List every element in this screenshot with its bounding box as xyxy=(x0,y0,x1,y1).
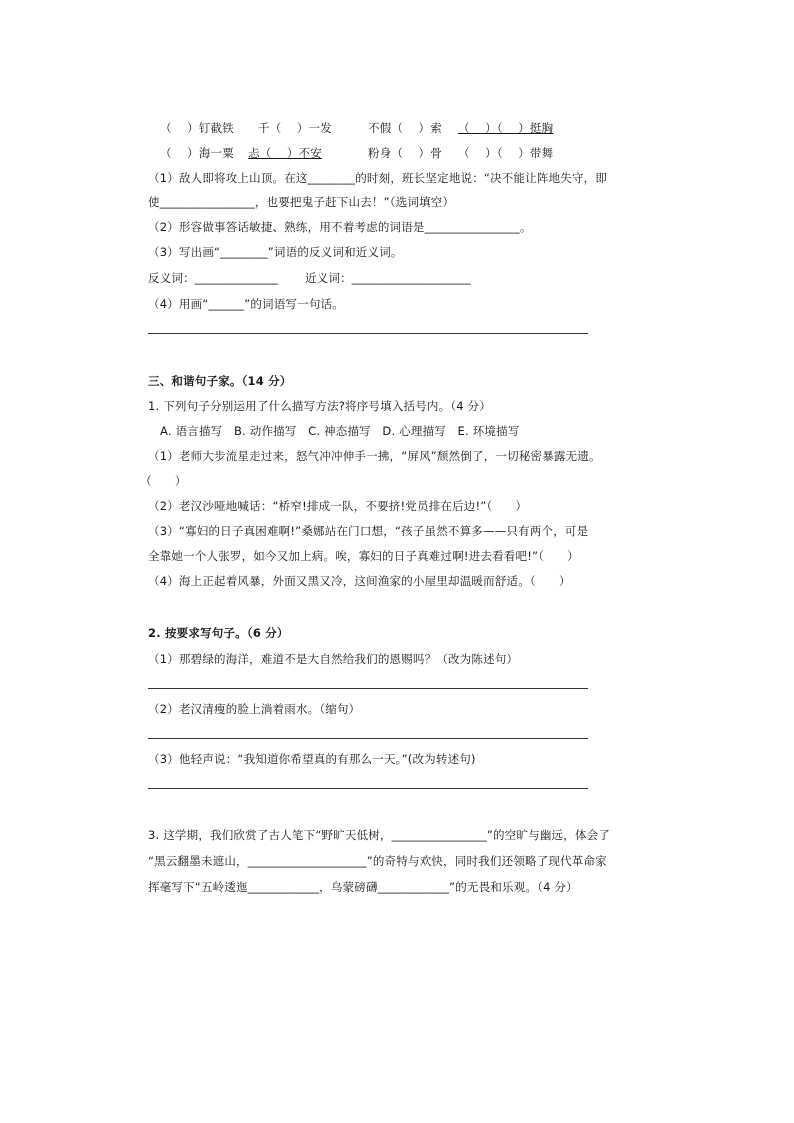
antonym-label: 反义词：______________ xyxy=(148,271,279,285)
description-options: A. 语言描写 B. 动作描写 C. 神态描写 D. 心理描写 E. 环境描写 xyxy=(160,424,520,438)
idiom-1b: 千（ ）一发 xyxy=(258,121,332,135)
answer-line[interactable] xyxy=(148,788,588,789)
question-4: （4）用画“______”的词语写一句话。 xyxy=(148,297,344,311)
question-2: （2）形容做事答话敏捷、熟练，用不着考虑的词语是________________。 xyxy=(148,220,532,234)
idiom-2c: 粉身（ ）骨 xyxy=(368,146,442,160)
sentence-1-line2: （ ） xyxy=(140,474,187,488)
poem-fill-line2: “黑云翻墨未遮山，____________________”的奇特与欢快，同时我们还领略了现代革命家 xyxy=(148,854,607,868)
rewrite-2: （2）老汉清瘦的脸上淌着雨水。（缩句） xyxy=(148,702,361,716)
synonym-label: 近义词：____________________ xyxy=(305,271,471,285)
idiom-1a: （ ）钉截铁 xyxy=(160,121,234,135)
idiom-1d: （ ）（ ）挺胸 xyxy=(458,121,554,135)
sentence-3-line2: 全靠她一个人张罗，如今又加上病。唉，寡妇的日子真难过啊!进去看看吧!”（ ） xyxy=(148,549,579,563)
answer-line[interactable] xyxy=(148,333,588,334)
idiom-2a: （ ）海一粟 xyxy=(160,146,234,160)
rewrite-3: （3）他轻声说：“我知道你希望真的有那么一天。”(改为转述句) xyxy=(148,752,476,766)
part-2-title: 2. 按要求写句子。（6 分） xyxy=(148,626,289,640)
sentence-2: （2）老汉沙哑地喊话：“桥窄!排成一队，不要挤!党员排在后边!”（ ） xyxy=(148,499,528,513)
idiom-1c: 不假（ ）索 xyxy=(368,121,442,135)
sentence-3-line1: （3）“寡妇的日子真困难啊!”桑娜站在门口想，“孩子虽然不算多——只有两个，可是 xyxy=(148,524,589,538)
poem-fill-line1: 3. 这学期，我们欣赏了古人笔下“野旷天低树，________________”的空旷与幽远，体会了 xyxy=(148,828,611,842)
question-3: （3）写出画“________”词语的反义词和近义词。 xyxy=(148,245,403,259)
answer-line[interactable] xyxy=(148,738,588,739)
poem-fill-line3: 挥毫写下“五岭逶迤____________，乌蒙磅礴____________”的无畏和乐观。（4 分） xyxy=(148,880,578,894)
question-1-line1: （1）敌人即将攻上山顶。在这________的时刻，班长坚定地说：“决不能让阵地失守，即 xyxy=(148,171,608,185)
sentence-4: （4）海上正起着风暴，外面又黑又冷，这间渔家的小屋里却温暖而舒适。（ ） xyxy=(148,574,571,588)
idiom-2b: 忐（ ）不安 xyxy=(248,146,322,160)
part-1-title: 1. 下列句子分别运用了什么描写方法?将序号填入括号内。（4 分） xyxy=(148,399,492,413)
rewrite-1: （1）那碧绿的海洋，难道不是大自然给我们的恩赐吗？（改为陈述句） xyxy=(148,652,519,666)
question-1-line2: 使________________，也要把鬼子赶下山去！”（选词填空） xyxy=(148,195,455,209)
sentence-1-line1: （1）老师大步流星走过来，怒气冲冲伸手一拂，“屏风”颓然倒了，一切秘密暴露无遗。 xyxy=(148,449,601,463)
answer-line[interactable] xyxy=(148,688,588,689)
idiom-2d: （ ）（ ）带舞 xyxy=(458,146,554,160)
section-heading: 三、和谐句子家。（14 分） xyxy=(148,374,292,388)
